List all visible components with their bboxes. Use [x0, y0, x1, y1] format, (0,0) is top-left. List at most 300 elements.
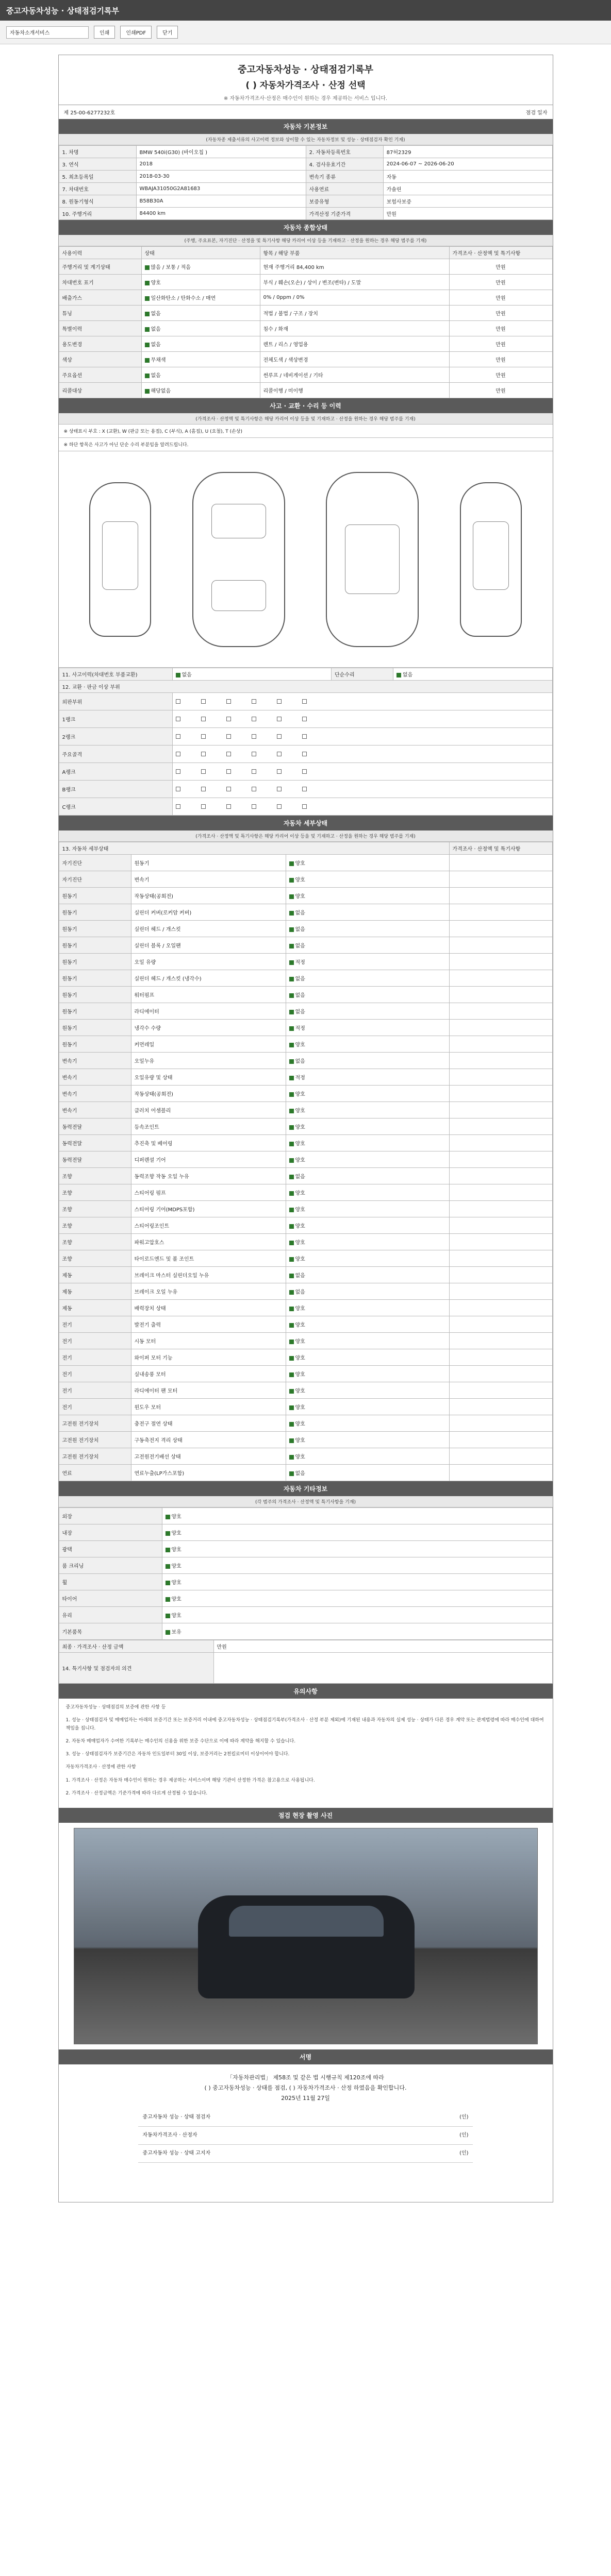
- checkbox-icon: [289, 894, 294, 899]
- signature-value: (인): [411, 2109, 473, 2127]
- checkbox-icon: [145, 327, 150, 332]
- checkbox-icon: [397, 673, 401, 677]
- overall-detail: 현재 주행거리 84,400 km: [260, 259, 449, 275]
- note-line: 2. 가격조사 · 산정금액은 기준가격에 따라 다르게 산정될 수 있습니다.: [65, 1791, 208, 1797]
- overall-state: 양호: [151, 280, 161, 286]
- basic-label-2: 2. 자동차등록번호: [306, 146, 383, 158]
- detail-price: [449, 1415, 552, 1432]
- other-row: [59, 1590, 552, 1607]
- detail-state: 양호: [295, 1141, 305, 1147]
- detail-price: [449, 1349, 552, 1366]
- detail-state: 없음: [295, 910, 305, 916]
- overall-price: 만원: [449, 321, 552, 336]
- detail-state: 양호: [295, 1207, 305, 1213]
- other-label: 타이어: [59, 1590, 162, 1607]
- checkbox-icon: [289, 1422, 294, 1427]
- pdf-button[interactable]: 인쇄PDF: [120, 26, 152, 39]
- basic-value-2: 만원: [383, 208, 552, 220]
- detail-price: [449, 954, 552, 970]
- detail-price: [449, 871, 552, 888]
- overall-item: 용도변경: [59, 336, 141, 352]
- checkbox-icon: [226, 787, 231, 791]
- section-other-head: 자동차 기타정보: [59, 1481, 553, 1496]
- overall-state: 해당없음: [151, 388, 171, 394]
- basic-label-2: 보증유형: [306, 195, 383, 208]
- detail-price: [449, 1316, 552, 1333]
- checkbox-icon: [302, 804, 307, 809]
- detail-state: 양호: [295, 1438, 305, 1444]
- detail-row: [59, 1333, 552, 1349]
- detail-price: [449, 1448, 552, 1465]
- basic-label: 5. 최초등록일: [59, 171, 136, 183]
- detail-row: [59, 1151, 552, 1168]
- detail-price: [449, 1234, 552, 1250]
- detail-row: [59, 1003, 552, 1020]
- checkbox-icon: [226, 804, 231, 809]
- detail-price: [449, 1201, 552, 1217]
- checkbox-icon: [289, 1191, 294, 1196]
- overall-price: 만원: [449, 275, 552, 290]
- detail-state: 양호: [295, 1372, 305, 1378]
- other-value: 보유: [171, 1630, 181, 1635]
- detail-row: [59, 1267, 552, 1283]
- checkbox-icon: [302, 752, 307, 756]
- overall-row: [59, 367, 552, 383]
- detail-state: 양호: [295, 1257, 305, 1262]
- checkbox-icon: [289, 993, 294, 998]
- checkbox-icon: [289, 1274, 294, 1278]
- basic-value: BMW 540i(G30) (바이오칩 ): [136, 146, 306, 158]
- basic-info-row: [59, 208, 552, 220]
- detail-row: [59, 1217, 552, 1234]
- detail-part: 작동상태(공회전): [131, 888, 286, 904]
- accident-history-value: 없음: [181, 672, 192, 678]
- detail-part: 시동 모터: [131, 1333, 286, 1349]
- special-notes-value: [213, 1653, 552, 1684]
- detail-state: 양호: [295, 1240, 305, 1246]
- rank-label: B랭크: [59, 781, 172, 798]
- detail-group: 조향: [59, 1217, 131, 1234]
- detail-row: [59, 1184, 552, 1201]
- app-topbar: [0, 0, 611, 21]
- doc-number-row: [59, 105, 553, 119]
- overall-price: 만원: [449, 290, 552, 306]
- checkbox-icon: [166, 1581, 170, 1585]
- detail-group: 고전원 전기장치: [59, 1415, 131, 1432]
- checkbox-icon: [277, 752, 282, 756]
- checkbox-icon: [252, 787, 256, 791]
- checkbox-icon: [201, 787, 206, 791]
- detail-part: 오일 유량: [131, 954, 286, 970]
- detail-part: 파워고압호스: [131, 1234, 286, 1250]
- detail-price: [449, 1118, 552, 1135]
- other-value: 양호: [171, 1564, 181, 1569]
- basic-label-2: 가격산정 기준가격: [306, 208, 383, 220]
- checkbox-icon: [176, 717, 180, 721]
- overall-state: 없음: [151, 342, 161, 348]
- checkbox-icon: [226, 752, 231, 756]
- other-value: 양호: [171, 1580, 181, 1586]
- detail-part: 추진축 및 베어링: [131, 1135, 286, 1151]
- detail-state: 양호: [295, 861, 305, 867]
- app-title: 중고자동차성능 · 상태점검기록부: [6, 6, 120, 15]
- basic-info-row: [59, 146, 552, 158]
- detail-group: 조향: [59, 1168, 131, 1184]
- basic-value-2: 87허2329: [383, 146, 552, 158]
- checkbox-icon: [289, 1455, 294, 1460]
- section-detail-sub: (가격조사 · 산정액 및 특기사항은 해당 카리어 이상 등을 및 기재하고 · 산정을 원하는 경우 해당 범주를 기재): [59, 831, 553, 842]
- detail-table: [59, 842, 553, 1481]
- checkbox-icon: [201, 699, 206, 704]
- basic-label: 10. 주행거리: [59, 208, 136, 220]
- print-button[interactable]: 인쇄: [94, 26, 115, 39]
- detail-group: 원동기: [59, 921, 131, 937]
- checkbox-icon: [289, 861, 294, 866]
- checkbox-icon: [289, 1142, 294, 1146]
- detail-row: [59, 1250, 552, 1267]
- detail-part: 스티어링 펌프: [131, 1184, 286, 1201]
- other-label: 유리: [59, 1607, 162, 1623]
- overall-item: 특별이력: [59, 321, 141, 336]
- detail-group: 변속기: [59, 1086, 131, 1102]
- note-line: 중고자동차성능 · 상태점검의 보증에 관한 사항 등: [65, 1705, 166, 1710]
- note-line: 자동차가격조사 · 산정에 관한 사항: [65, 1765, 136, 1770]
- checkbox-icon: [145, 374, 150, 378]
- checkbox-icon: [176, 734, 180, 739]
- checkbox-icon: [302, 769, 307, 774]
- detail-price: [449, 1102, 552, 1118]
- checkbox-icon: [145, 281, 150, 285]
- overall-price: 만원: [449, 306, 552, 321]
- doc-header: [59, 55, 553, 105]
- section-overall-head: 자동차 종합상태: [59, 220, 553, 235]
- checkbox-icon: [289, 1372, 294, 1377]
- checkbox-icon: [289, 1340, 294, 1344]
- basic-label: 3. 연식: [59, 158, 136, 171]
- accident-history-label: 11. 사고이력(차대번호 부품교환): [59, 668, 172, 681]
- overall-row: [59, 352, 552, 367]
- checkbox-icon: [302, 699, 307, 704]
- detail-price: [449, 987, 552, 1003]
- detail-state: 양호: [295, 1306, 305, 1312]
- detail-state: 양호: [295, 1158, 305, 1163]
- detail-price: [449, 1020, 552, 1036]
- basic-value: 84400 km: [136, 208, 306, 220]
- basic-value: B58B30A: [136, 195, 306, 208]
- checkbox-icon: [289, 1125, 294, 1130]
- detail-group: 원동기: [59, 970, 131, 987]
- detail-group: 제동: [59, 1283, 131, 1300]
- checkbox-icon: [145, 296, 150, 301]
- rank-row: [59, 745, 552, 763]
- detail-group: 원동기: [59, 937, 131, 954]
- detail-row: [59, 1465, 552, 1481]
- checkbox-icon: [226, 699, 231, 704]
- detail-row: [59, 888, 552, 904]
- detail-row: [59, 871, 552, 888]
- section-photo-head: 점검 현장 촬영 사진: [59, 1808, 553, 1823]
- other-label: 기본품목: [59, 1623, 162, 1640]
- detail-part: 냉각수 수량: [131, 1020, 286, 1036]
- checkbox-icon: [289, 1241, 294, 1245]
- basic-info-row: [59, 195, 552, 208]
- checkbox-icon: [226, 717, 231, 721]
- inspection-document: [58, 55, 553, 2202]
- overall-col-header: 가격조사 · 산정액 및 특기사항: [449, 247, 552, 259]
- checkbox-icon: [145, 312, 150, 316]
- overall-item: 튜닝: [59, 306, 141, 321]
- detail-state: 없음: [295, 1009, 305, 1015]
- detail-state: 양호: [295, 1339, 305, 1345]
- checkbox-icon: [176, 752, 180, 756]
- car-top-view-icon: [192, 472, 285, 647]
- checkbox-icon: [289, 977, 294, 981]
- detail-price: [449, 1382, 552, 1399]
- basic-value: WBAJA31050G2A81683: [136, 183, 306, 195]
- detail-state: 없음: [295, 927, 305, 933]
- section-accident-head: 사고 · 교환 · 수리 등 이력: [59, 398, 553, 413]
- detail-price: [449, 1250, 552, 1267]
- sign-block: [59, 2064, 553, 2171]
- detail-row: [59, 1201, 552, 1217]
- detail-price: [449, 1086, 552, 1102]
- detail-price: [449, 1135, 552, 1151]
- detail-row: [59, 904, 552, 921]
- accident-legend: ※ 상태표시 부호 : X (교환), W (판금 또는 용접), C (부식), A (흠집), U (요철), T (손상): [59, 425, 553, 438]
- detail-part: 배력장치 상태: [131, 1300, 286, 1316]
- checkbox-icon: [277, 804, 282, 809]
- section-sign-head: 서명: [59, 2049, 553, 2064]
- detail-price: [449, 1069, 552, 1086]
- detail-price: [449, 921, 552, 937]
- checkbox-icon: [289, 1224, 294, 1229]
- rank-label: A랭크: [59, 763, 172, 781]
- notes-block: [59, 1699, 553, 1808]
- section-basic-info-sub: (자동차종 제출서류의 사고이력 정보와 상이할 수 있는 자동차정보 및 성능 · 상태점검자 확인 기재): [59, 134, 553, 145]
- other-row: [59, 1508, 552, 1524]
- checkbox-icon: [289, 1208, 294, 1212]
- basic-value-2: 자동: [383, 171, 552, 183]
- detail-part: 등속조인트: [131, 1118, 286, 1135]
- detail-part: 와이퍼 모터 기능: [131, 1349, 286, 1366]
- detail-part: 라디에이터: [131, 1003, 286, 1020]
- other-row: [59, 1607, 552, 1623]
- detail-group: 동력전달: [59, 1135, 131, 1151]
- detail-state: 적정: [295, 1075, 305, 1081]
- detail-group: 원동기: [59, 1036, 131, 1053]
- detail-part: 실린더 커버(로커암 커버): [131, 904, 286, 921]
- basic-label-2: 4. 검사유효기간: [306, 158, 383, 171]
- close-button[interactable]: 닫기: [157, 26, 178, 39]
- rank-row: [59, 798, 552, 816]
- sign-text-2: ( ) 중고자동차성능 · 상태를 점검, ( ) 자동차가격조사 · 산정 하였음을 확인합니다.: [204, 2084, 407, 2092]
- overall-price: 만원: [449, 352, 552, 367]
- detail-state: 없음: [295, 993, 305, 998]
- special-notes-label: 14. 특기사항 및 점검자의 의견: [59, 1653, 213, 1684]
- detail-row: [59, 1102, 552, 1118]
- detail-price: [449, 1465, 552, 1481]
- detail-part: 실내송풍 모터: [131, 1366, 286, 1382]
- detail-group: 고전원 전기장치: [59, 1448, 131, 1465]
- overall-detail: 침수 / 화재: [260, 321, 449, 336]
- detail-row: [59, 1234, 552, 1250]
- detail-price: [449, 1432, 552, 1448]
- detail-group: 원동기: [59, 1003, 131, 1020]
- detail-part: 디퍼렌셜 기어: [131, 1151, 286, 1168]
- checkbox-icon: [201, 804, 206, 809]
- other-row: [59, 1541, 552, 1557]
- doc-title: 중고자동차성능 · 상태점검기록부: [238, 64, 373, 75]
- checkbox-icon: [252, 699, 256, 704]
- detail-group: 조향: [59, 1184, 131, 1201]
- detail-part: 클러치 어셈블리: [131, 1102, 286, 1118]
- checkbox-icon: [289, 1389, 294, 1394]
- overall-detail: 적법 / 불법 / 구조 / 장치: [260, 306, 449, 321]
- checkbox-icon: [145, 389, 150, 394]
- overall-item: 리콜대상: [59, 383, 141, 398]
- detail-state: 양호: [295, 1355, 305, 1361]
- rank-row: [59, 693, 552, 710]
- basic-value: 2018-03-30: [136, 171, 306, 183]
- accident-legend-2: ※ 하단 항목은 사고가 아닌 단순 수리 부분임을 알려드립니다.: [59, 438, 553, 451]
- detail-state: 양호: [295, 1405, 305, 1411]
- detail-row: [59, 1069, 552, 1086]
- detail-group: 전기: [59, 1316, 131, 1333]
- note-line: 2. 자동차 매매업자가 수여한 기록부는 매수인의 신용을 위한 보증 수단으로 이에 따라 계약을 해지할 수 있습니다.: [65, 1738, 296, 1744]
- overall-col-header: 항목 / 해당 부품: [260, 247, 449, 259]
- detail-state: 양호: [295, 894, 305, 900]
- overall-detail: 부식 / 훼손(오손) / 상이 / 변조(변타) / 도말: [260, 275, 449, 290]
- vehicle-photo: [74, 1828, 538, 2044]
- other-row: [59, 1557, 552, 1574]
- toolbar: [0, 21, 611, 44]
- detail-group: 전기: [59, 1333, 131, 1349]
- detail-group: 원동기: [59, 987, 131, 1003]
- checkbox-icon: [289, 1092, 294, 1097]
- detail-row: [59, 1432, 552, 1448]
- total-value: 만원: [213, 1640, 552, 1653]
- overall-item: 차대번호 표기: [59, 275, 141, 290]
- signature-value: (인): [411, 2144, 473, 2162]
- detail-price: [449, 1399, 552, 1415]
- detail-part: 원동기: [131, 855, 286, 871]
- other-value: 양호: [171, 1613, 181, 1619]
- overall-state: 없음: [151, 311, 161, 317]
- note-line: 1. 성능 · 상태점검자 및 매매업자는 아래의 보증기간 또는 보증거리 이내에 중고자동차성능 · 상태점검기록부(가격조사 · 산정 부분 제외)에 기재된 내용과 자동차의 실제 성능 · 상태가 다른 경우 계약 또는 관계법령에 따라 매수인에 대하여 책임을 집니다.: [65, 1718, 544, 1731]
- detail-price: [449, 1184, 552, 1201]
- detail-row: [59, 1036, 552, 1053]
- detail-state: 양호: [295, 877, 305, 883]
- rank-label: 주요골격: [59, 745, 172, 763]
- detail-row: [59, 921, 552, 937]
- checkbox-icon: [289, 1257, 294, 1262]
- detail-part: 실린더 헤드 / 개스킷 (냉각수): [131, 970, 286, 987]
- detail-row: [59, 1366, 552, 1382]
- detail-group: 원동기: [59, 904, 131, 921]
- checkbox-icon: [176, 787, 180, 791]
- detail-price: [449, 1003, 552, 1020]
- detail-group: 전기: [59, 1349, 131, 1366]
- basic-label-2: 사용연료: [306, 183, 383, 195]
- checkbox-icon: [289, 1175, 294, 1179]
- detail-state: 양호: [295, 1191, 305, 1196]
- overall-state: 많음 / 보통 / 적음: [151, 265, 191, 270]
- checkbox-icon: [289, 1158, 294, 1163]
- checkbox-icon: [226, 769, 231, 774]
- other-value: 양호: [171, 1531, 181, 1536]
- detail-row: [59, 1168, 552, 1184]
- detail-state: 양호: [295, 1323, 305, 1328]
- detail-state: 없음: [295, 1290, 305, 1295]
- overall-price: 만원: [449, 336, 552, 352]
- detail-part: 브레이크 마스터 실린더오일 누유: [131, 1267, 286, 1283]
- checkbox-icon: [289, 1043, 294, 1047]
- checkbox-icon: [277, 734, 282, 739]
- signature-value: (인): [411, 2126, 473, 2144]
- overall-row: [59, 259, 552, 275]
- detail-part: 커먼레일: [131, 1036, 286, 1053]
- detail-group: 자기진단: [59, 855, 131, 871]
- detail-part: 타이로드엔드 및 볼 조인트: [131, 1250, 286, 1267]
- overall-detail: 리콜이행 / 미이행: [260, 383, 449, 398]
- detail-group: 동력전달: [59, 1118, 131, 1135]
- overall-detail: 전체도색 / 색상변경: [260, 352, 449, 367]
- checkbox-icon: [176, 699, 180, 704]
- other-value: 양호: [171, 1597, 181, 1602]
- detail-group: 변속기: [59, 1069, 131, 1086]
- detail-price: [449, 1168, 552, 1184]
- overall-state: 없음: [151, 373, 161, 379]
- detail-row: [59, 1135, 552, 1151]
- other-row: [59, 1524, 552, 1541]
- section-notes-head: 유의사항: [59, 1684, 553, 1699]
- basic-label: 7. 차대번호: [59, 183, 136, 195]
- note-line: 3. 성능 · 상태점검자가 보증기간은 자동차 인도일부터 30일 이상, 보증거리는 2천킬로미터 이상이어야 합니다.: [65, 1752, 290, 1757]
- checkbox-icon: [289, 911, 294, 916]
- detail-part: 윈도우 모터: [131, 1399, 286, 1415]
- checkbox-icon: [226, 734, 231, 739]
- rank-label: C랭크: [59, 798, 172, 816]
- detail-part: 발전기 출력: [131, 1316, 286, 1333]
- detail-price: [449, 1217, 552, 1234]
- detail-group: 조향: [59, 1201, 131, 1217]
- checkbox-icon: [302, 787, 307, 791]
- overall-state: 일산화탄소 / 탄화수소 / 매연: [151, 296, 216, 301]
- service-select[interactable]: 자동차소개서비스: [6, 26, 89, 39]
- checkbox-icon: [252, 769, 256, 774]
- detail-state: 없음: [295, 1471, 305, 1477]
- checkbox-icon: [277, 769, 282, 774]
- checkbox-icon: [201, 769, 206, 774]
- section-basic-info-head: 자동차 기본정보: [59, 119, 553, 134]
- car-left-side-icon: [89, 482, 151, 637]
- overall-price: 만원: [449, 383, 552, 398]
- accident-table: [59, 668, 553, 816]
- overall-col-header: 상태: [141, 247, 260, 259]
- overall-detail: 0% / 0ppm / 0%: [260, 290, 449, 306]
- detail-state: 양호: [295, 1092, 305, 1097]
- basic-value-2: 가솔린: [383, 183, 552, 195]
- detail-price: [449, 970, 552, 987]
- checkbox-icon: [176, 673, 180, 677]
- detail-price: [449, 1151, 552, 1168]
- other-value: 양호: [171, 1514, 181, 1520]
- detail-state: 양호: [295, 1388, 305, 1394]
- other-value: 양호: [171, 1547, 181, 1553]
- basic-label-2: 변속기 종류: [306, 171, 383, 183]
- detail-price: [449, 1053, 552, 1069]
- detail-col-price: 가격조사 · 산정액 및 특기사항: [449, 842, 552, 855]
